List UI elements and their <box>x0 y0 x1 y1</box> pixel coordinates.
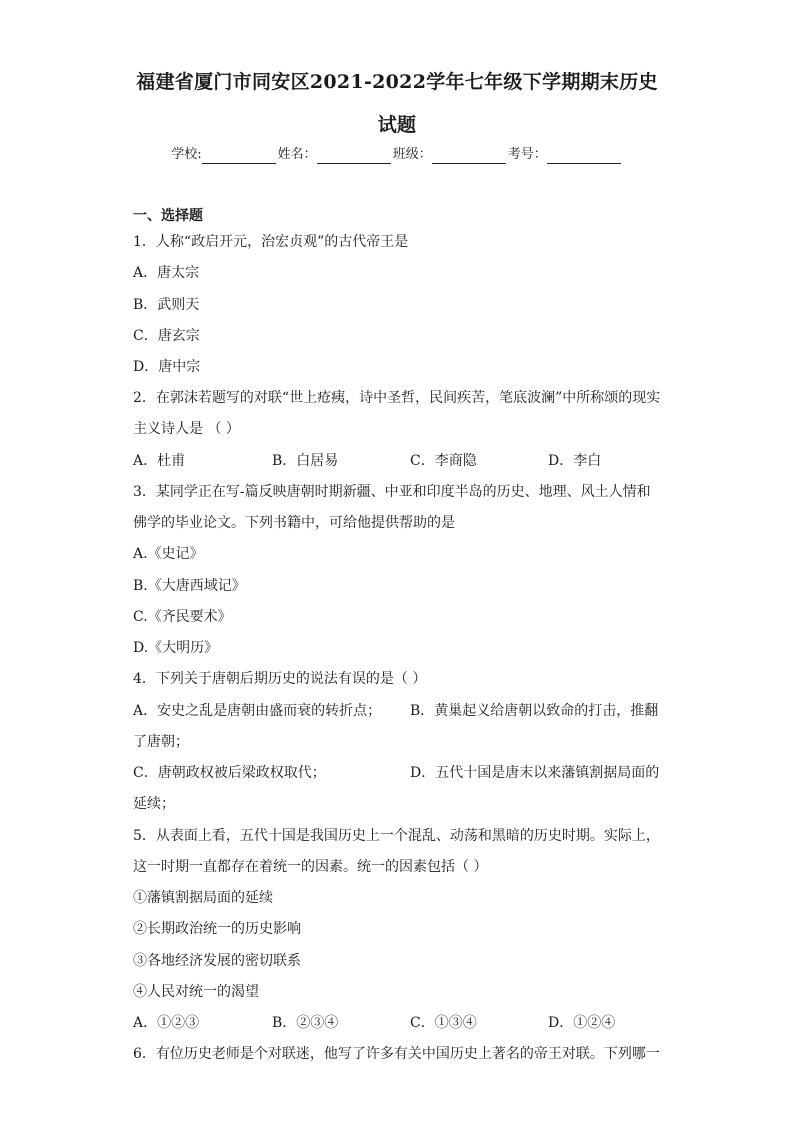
question-2-option-b[interactable]: B．白居易 <box>272 453 339 469</box>
student-info-row <box>0 146 794 164</box>
question-4-option-d-line-1[interactable]: D．五代十国是唐末以来藩镇割据局面的 <box>410 765 660 781</box>
question-5-option-c[interactable]: C．①③④ <box>410 1015 477 1031</box>
question-3-option-c[interactable]: C.《齐民要术》 <box>133 609 232 625</box>
number-field[interactable] <box>508 146 623 164</box>
question-1-option-a[interactable]: A．唐太宗 <box>133 265 200 281</box>
class-field[interactable] <box>393 146 508 164</box>
question-3-option-b[interactable]: B.《大唐西域记》 <box>133 578 246 594</box>
question-2-option-d[interactable]: D．李白 <box>548 453 602 469</box>
question-4-option-c[interactable]: C．唐朝政权被后梁政权取代； <box>133 765 326 781</box>
question-5-option-d[interactable]: D．①②④ <box>548 1015 616 1031</box>
question-2-stem-line-1: 2．在郭沫若题写的对联“世上疮痍，诗中圣哲，民间疾苦，笔底波澜”中所称颂的现实 <box>133 390 661 406</box>
question-2-option-c[interactable]: C．李商隐 <box>410 453 477 469</box>
exam-title-line-1: 福建省厦门市同安区2021-2022学年七年级下学期期末历史 <box>136 71 658 93</box>
question-4-stem: 4．下列关于唐朝后期历史的说法有误的是（ ） <box>133 671 427 687</box>
question-6-stem-line-1: 6．有位历史老师是个对联迷，他写了许多有关中国历史上著名的帝王对联。下列哪一 <box>133 1046 660 1062</box>
question-3-option-a[interactable]: A.《史记》 <box>133 546 204 562</box>
question-5-statement-3: ③各地经济发展的密切联系 <box>133 953 301 969</box>
question-2-stem-line-2: 主义诗人是 （ ） <box>133 421 240 437</box>
question-1-option-d[interactable]: D．唐中宗 <box>133 359 201 375</box>
school-field[interactable] <box>171 146 277 164</box>
question-5-statement-1: ①藩镇割据局面的延续 <box>133 890 273 906</box>
question-1-option-c[interactable]: C．唐玄宗 <box>133 328 200 344</box>
school-label: 学校: <box>171 147 202 162</box>
question-4-option-b-line-1[interactable]: B．黄巢起义给唐朝以致命的打击，推翻 <box>410 703 659 719</box>
question-4-option-a[interactable]: A．安史之乱是唐朝由盛而衰的转折点； <box>133 703 382 719</box>
question-1-option-b[interactable]: B．武则天 <box>133 297 200 313</box>
question-5-stem-line-1: 5．从表面上看，五代十国是我国历史上一个混乱、动荡和黑暗的历史时期。实际上， <box>133 828 660 844</box>
question-4-option-d-line-2: 延续； <box>133 796 175 812</box>
exam-title-line-2: 试题 <box>377 114 417 136</box>
question-2-option-a[interactable]: A．杜甫 <box>133 453 186 469</box>
number-blank[interactable] <box>547 149 621 164</box>
question-5-option-a[interactable]: A．①②③ <box>133 1015 200 1031</box>
name-blank[interactable] <box>317 149 391 164</box>
question-5-statement-4: ④人民对统一的渴望 <box>133 984 259 1000</box>
question-3-stem-line-2: 佛学的毕业论文。下列书籍中，可给他提供帮助的是 <box>133 515 455 531</box>
question-1-stem: 1．人称“政启开元，治宏贞观”的古代帝王是 <box>133 234 409 250</box>
question-3-option-d[interactable]: D.《大明历》 <box>133 640 219 656</box>
class-label: 班级： <box>392 147 432 162</box>
section-heading-choice: 一、选择题 <box>133 208 203 224</box>
school-blank[interactable] <box>202 149 276 164</box>
class-blank[interactable] <box>432 149 506 164</box>
question-5-option-b[interactable]: B．②③④ <box>272 1015 339 1031</box>
number-label: 考号： <box>507 147 547 162</box>
name-label: 姓名： <box>277 147 317 162</box>
name-field[interactable] <box>278 146 393 164</box>
question-4-option-b-line-2: 了唐朝； <box>133 734 189 750</box>
question-3-stem-line-1: 3．某同学正在写-篇反映唐朝时期新疆、中亚和印度半岛的历史、地理、风土人情和 <box>133 484 651 500</box>
question-5-statement-2: ②长期政治统一的历史影响 <box>133 921 301 937</box>
question-5-stem-line-2: 这一时期一直都存在着统一的因素。统一的因素包括（ ） <box>133 859 488 875</box>
